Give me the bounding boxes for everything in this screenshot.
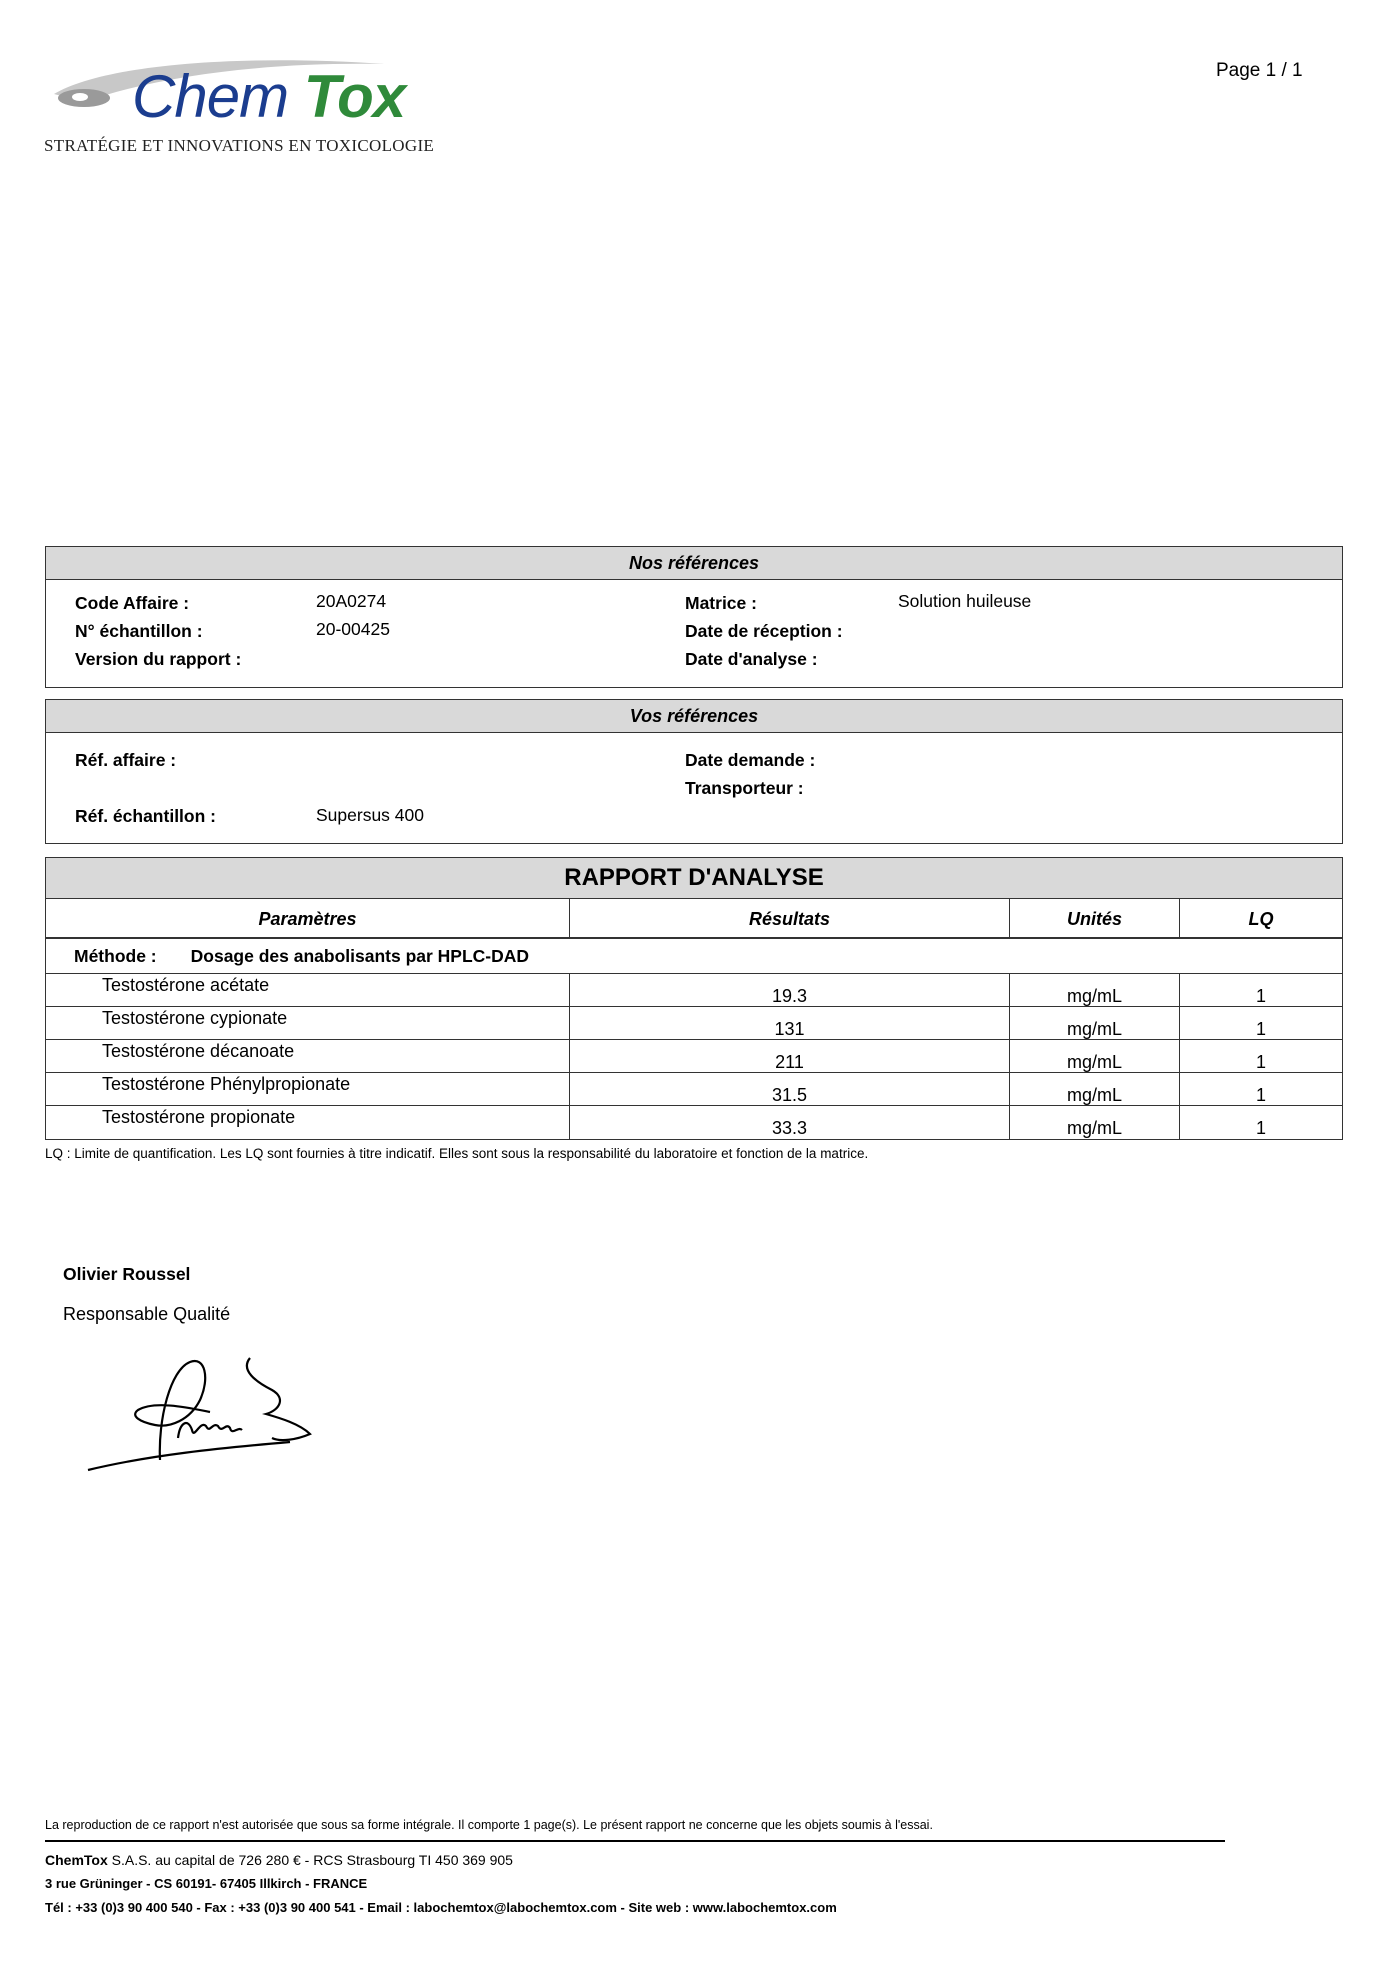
date-reception-label: Date de réception :	[685, 621, 843, 641]
table-row	[46, 1040, 1342, 1073]
logo-text-tox: Tox	[303, 63, 406, 130]
unit-cell: mg/mL	[1010, 1040, 1180, 1073]
unit-cell: mg/mL	[1010, 1073, 1180, 1106]
nos-references-title: Nos références	[46, 547, 1342, 580]
footer-company	[45, 1852, 513, 1868]
nos-references-box	[45, 546, 1343, 688]
column-header-resultats: Résultats	[570, 899, 1010, 937]
result-cell: 31.5	[570, 1073, 1010, 1106]
page-number: Page 1 / 1	[1216, 60, 1303, 81]
matrice-value: Solution huileuse	[898, 591, 1032, 611]
column-header-unites: Unités	[1010, 899, 1180, 937]
param-cell: Testostérone décanoate	[46, 1040, 570, 1072]
footer-company-details: S.A.S. au capital de 726 280 € - RCS Strasbourg TI 450 369 905	[107, 1852, 513, 1868]
footer-disclaimer: La reproduction de ce rapport n'est autorisée que sous sa forme intégrale. Il comporte 1 page(s). Le présent rapport ne concerne que les objets soumis à l'essai.	[45, 1818, 933, 1832]
footer-address: 3 rue Grüninger - CS 60191- 67405 Illkirch - FRANCE	[45, 1876, 368, 1891]
lq-cell: 1	[1255, 1085, 1266, 1105]
lq-footnote: LQ : Limite de quantification. Les LQ sont fournies à titre indicatif. Elles sont sous la responsabilité du laboratoire et fonction de la matrice.	[45, 1146, 869, 1161]
code-affaire-value: 20A0274	[316, 591, 387, 611]
unit-cell: mg/mL	[1010, 1106, 1180, 1139]
result-cell: 33.3	[570, 1106, 1010, 1139]
signer-role: Responsable Qualité	[63, 1304, 231, 1324]
table-header-row	[46, 899, 1342, 939]
ref-echantillon-label: Réf. échantillon :	[75, 806, 216, 826]
column-header-lq: LQ	[1248, 909, 1274, 929]
unit-cell: mg/mL	[1010, 1007, 1180, 1040]
footer-company-name: ChemTox	[45, 1852, 108, 1868]
method-value: Dosage des anabolisants par HPLC-DAD	[190, 946, 530, 966]
transporteur-label: Transporteur :	[685, 778, 804, 798]
version-label: Version du rapport :	[75, 649, 242, 669]
echantillon-label: N° échantillon :	[75, 621, 203, 641]
table-row	[46, 1073, 1342, 1106]
lq-cell: 1	[1255, 1118, 1266, 1138]
logo-tagline: STRATÉGIE ET INNOVATIONS EN TOXICOLOGIE	[44, 136, 435, 155]
ref-echantillon-value: Supersus 400	[316, 805, 424, 825]
column-header-parametres: Paramètres	[46, 899, 570, 937]
date-analyse-label: Date d'analyse :	[685, 649, 818, 669]
signer-name: Olivier Roussel	[63, 1264, 191, 1284]
lq-cell: 1	[1255, 1052, 1266, 1072]
vos-references-box	[45, 699, 1343, 844]
ref-affaire-label: Réf. affaire :	[75, 750, 177, 770]
method-row	[46, 939, 1342, 974]
footer-contact: Tél : +33 (0)3 90 400 540 - Fax : +33 (0)3 90 400 541 - Email : labochemtox@labochemtox.com - Site web : www.labochemtox.com	[45, 1900, 837, 1915]
result-cell: 19.3	[570, 974, 1010, 1007]
lq-cell: 1	[1255, 986, 1266, 1006]
table-row	[46, 1106, 1342, 1139]
table-row	[46, 974, 1342, 1007]
logo-wordmark	[132, 62, 405, 131]
table-row	[46, 1007, 1342, 1040]
param-cell: Testostérone propionate	[46, 1106, 570, 1139]
results-table	[45, 857, 1343, 1140]
handwritten-signature-icon	[60, 1330, 360, 1490]
date-demande-label: Date demande :	[685, 750, 816, 770]
logo-text-chem: Chem	[132, 63, 289, 130]
param-cell: Testostérone cypionate	[46, 1007, 570, 1039]
code-affaire-label: Code Affaire :	[75, 593, 190, 613]
result-cell: 211	[570, 1040, 1010, 1073]
echantillon-value: 20-00425	[316, 619, 390, 639]
unit-cell: mg/mL	[1010, 974, 1180, 1007]
param-cell: Testostérone acétate	[46, 974, 570, 1006]
lq-cell: 1	[1255, 1019, 1266, 1039]
footer-divider	[45, 1840, 1225, 1842]
company-logo	[44, 54, 444, 164]
vos-references-title: Vos références	[46, 700, 1342, 733]
method-label: Méthode :	[74, 946, 157, 966]
param-cell: Testostérone Phénylpropionate	[46, 1073, 570, 1105]
report-title: RAPPORT D'ANALYSE	[46, 858, 1342, 899]
matrice-label: Matrice :	[685, 593, 757, 613]
result-cell: 131	[570, 1007, 1010, 1040]
